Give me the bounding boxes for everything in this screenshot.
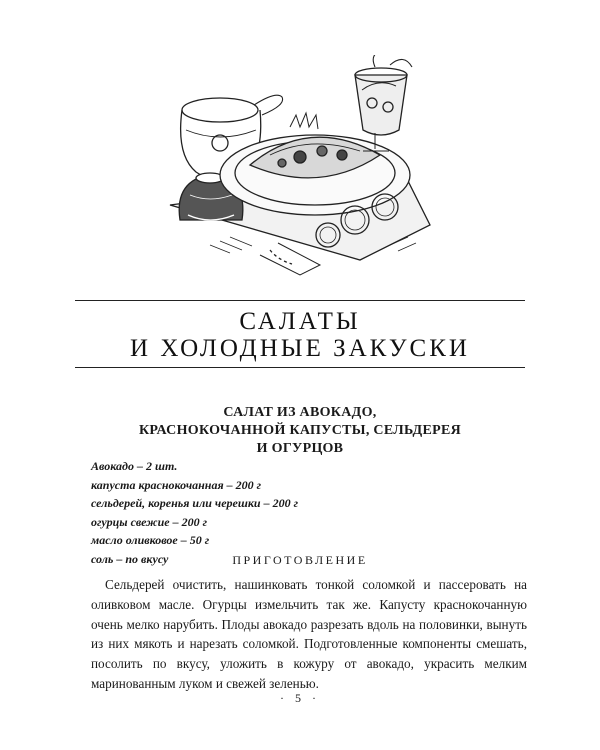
recipe-title bbox=[75, 404, 525, 458]
top-rule bbox=[75, 300, 525, 301]
ingredient-item: Авокадо – 2 шт. bbox=[91, 459, 178, 473]
preparation-heading: ПРИГОТОВЛЕНИЕ bbox=[232, 553, 368, 567]
ingredient-item: огурцы свежие – 200 г bbox=[91, 514, 208, 529]
ingredient-item: капуста краснокочанная – 200 г bbox=[91, 477, 262, 492]
food-platter-illustration bbox=[150, 55, 450, 295]
chapter-title bbox=[75, 308, 525, 362]
preparation-text: Сельдерей очистить, нашинковать тонкой соломкой и пассеровать на оливковом масле. Огурцы измельчить так же. Капусту краснокочанную очень мелко нарубить. Плоды авокадо разрезать вдоль на половинки, вынуть из них мякоть и нарезать соломкой. Подготовленные компоненты смешать, посолить по вкусу, уложить в кожуру от авокадо, украсить мелким маринованным луком и свежей зеленью. bbox=[91, 577, 527, 691]
ingredient-item: масло оливковое – 50 г bbox=[91, 533, 210, 548]
ingredient-item: сельдерей, коренья или черешки – 200 г bbox=[91, 496, 299, 511]
recipe-title-line-3: И ОГУРЦОВ bbox=[256, 441, 344, 456]
chapter-title-line-1: САЛАТЫ bbox=[239, 308, 361, 335]
recipe-title-line-1: САЛАТ ИЗ АВОКАДО, bbox=[223, 405, 377, 420]
ingredient-item: соль – по вкусу bbox=[91, 551, 169, 566]
chapter-title-line-2: И ХОЛОДНЫЕ ЗАКУСКИ bbox=[130, 335, 470, 362]
page-number: · 5 · bbox=[280, 691, 320, 705]
bottom-rule bbox=[75, 367, 525, 368]
ingredient-list bbox=[91, 457, 391, 569]
recipe-title-line-2: КРАСНОКОЧАННОЙ КАПУСТЫ, СЕЛЬДЕРЕЯ bbox=[138, 423, 462, 438]
